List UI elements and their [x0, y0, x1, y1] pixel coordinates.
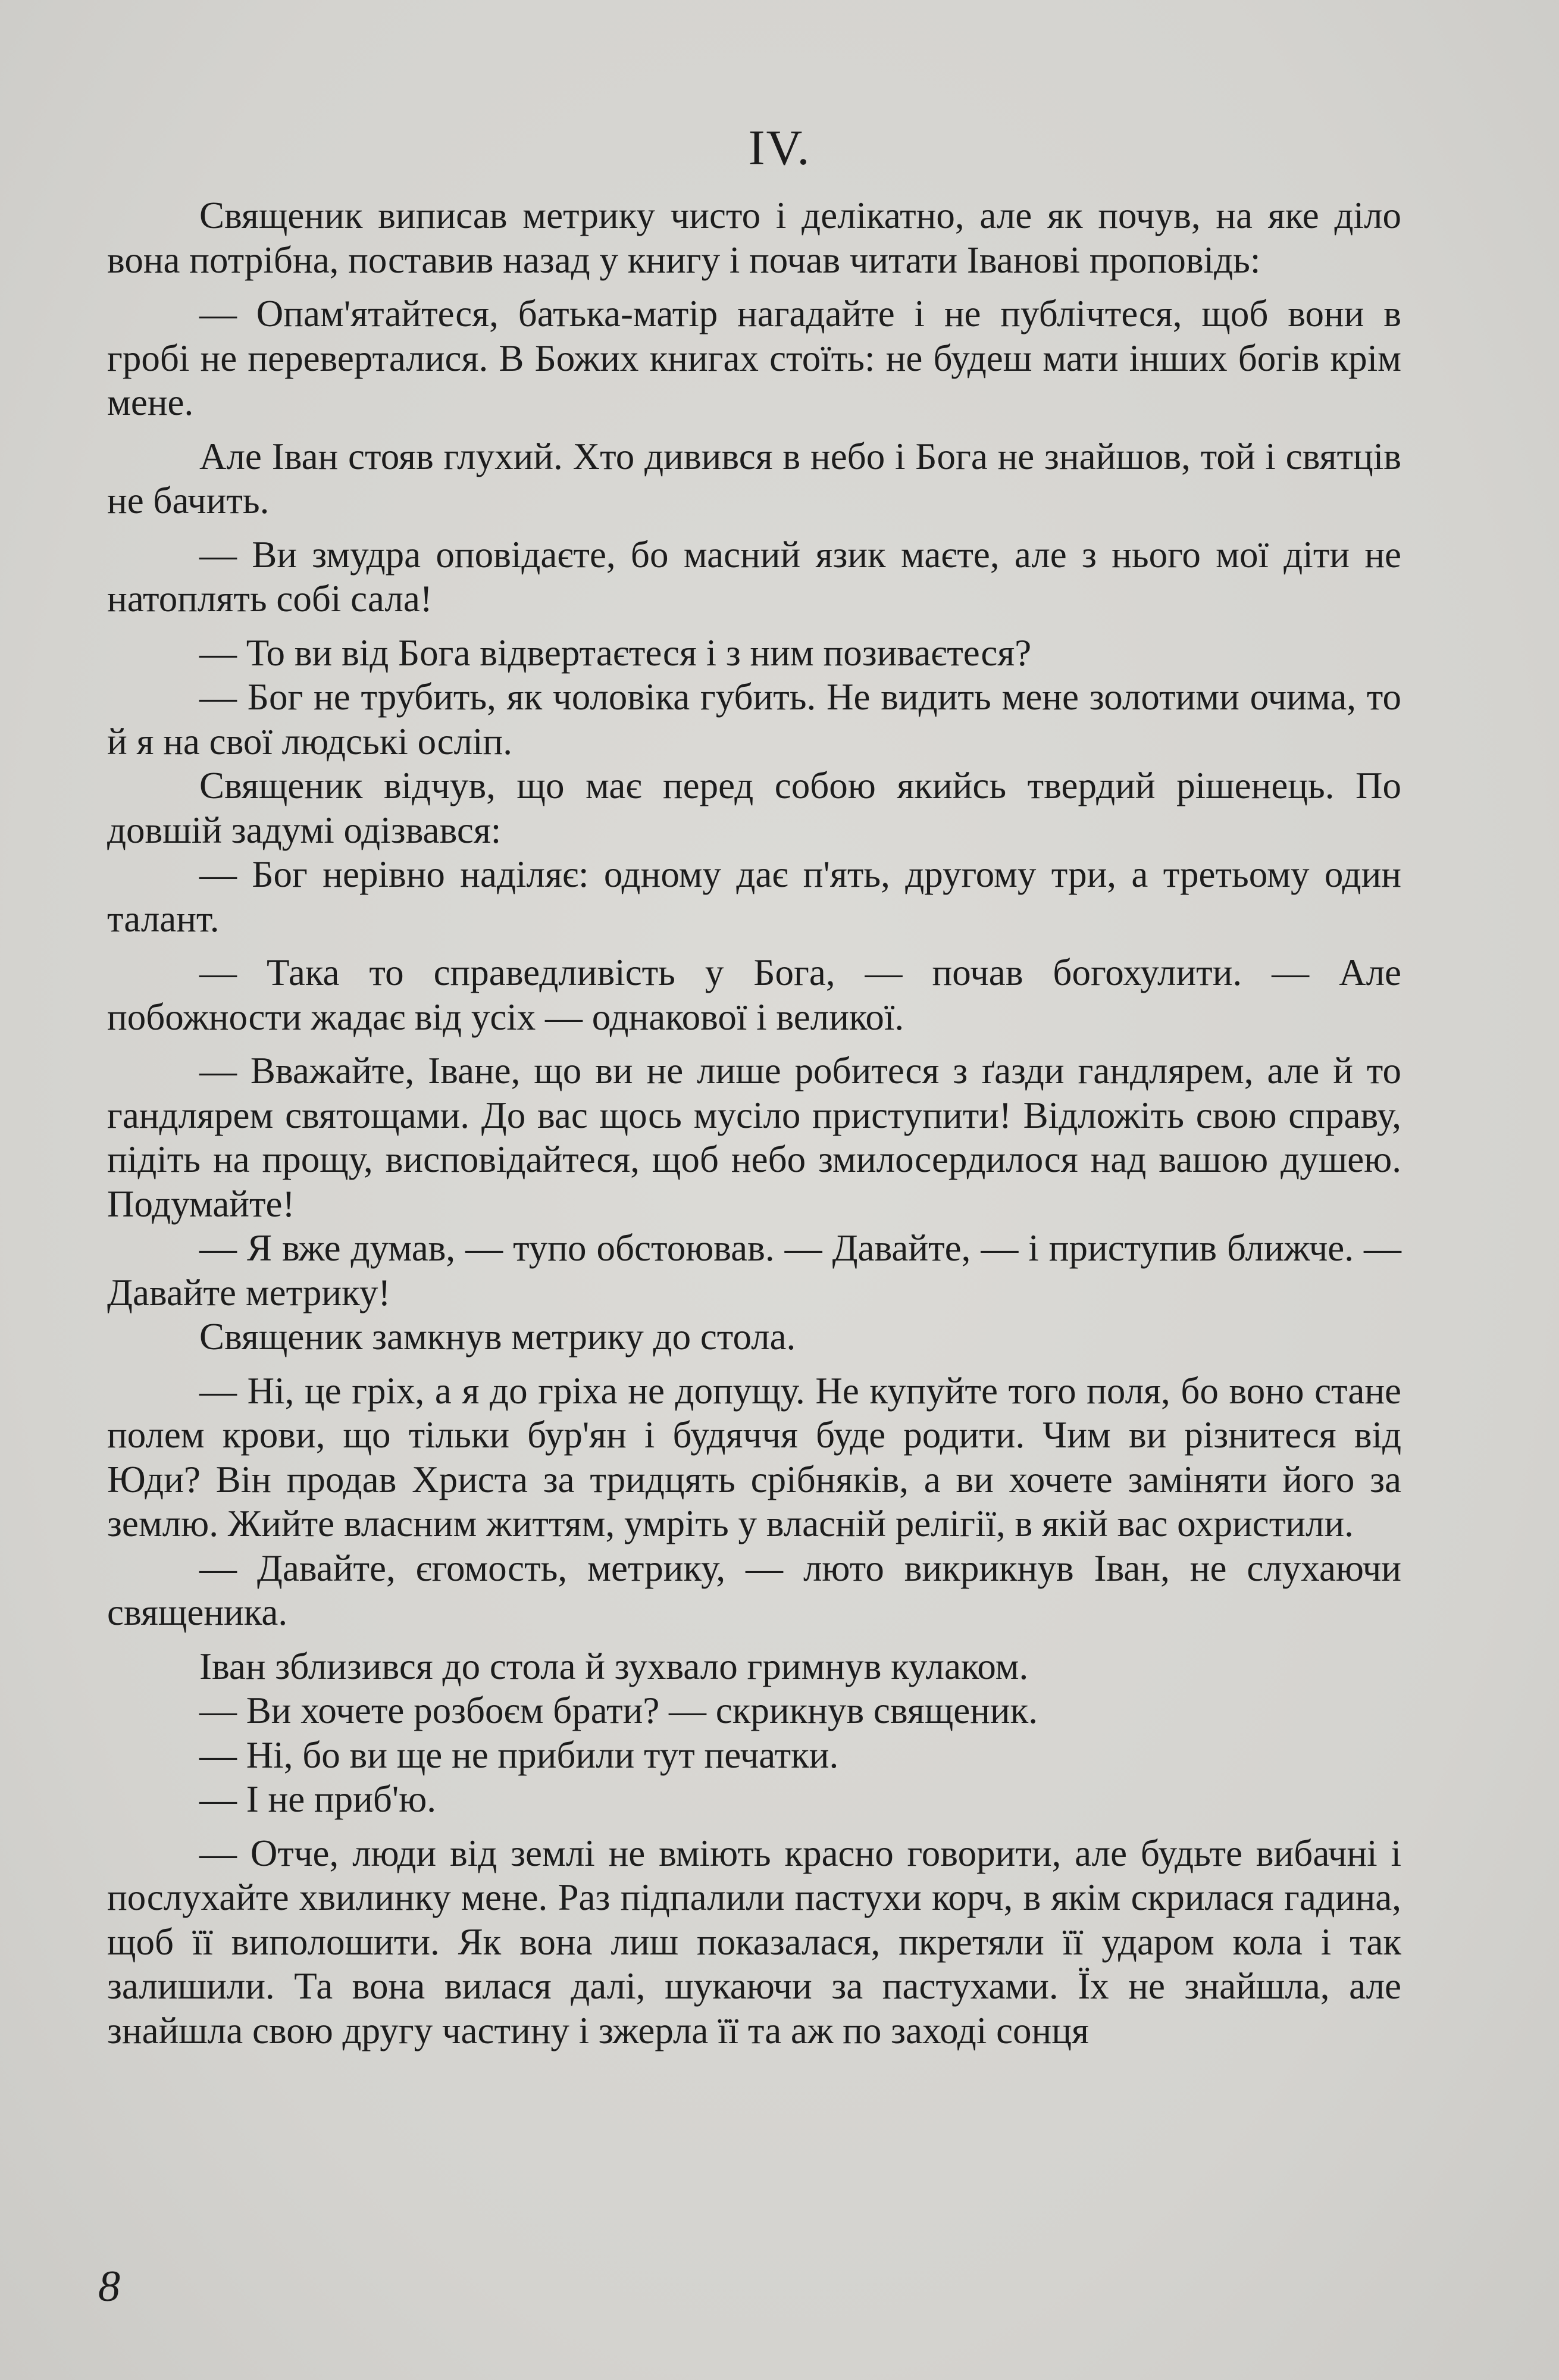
paragraph: — Ні, це гріх, а я до гріха не допущу. Не купуйте того поля, бо воно стане полем крови, що тільки бур'ян і будяччя буде родити. Чим ви різнитеся від Юди? Він продав Христа за тридцять срібняків, а ви хочете заміняти його за землю. Жийте власним життям, умріть у власній релігії, в якій вас охристили.	[107, 1369, 1401, 1544]
body-text	[107, 193, 1401, 2053]
paragraph: — І не приб'ю.	[199, 1778, 437, 1820]
paragraph: — Ви хочете розбоєм брати? — скрикнув священик.	[199, 1690, 1038, 1731]
paragraph: — Бог не трубить, як чоловіка губить. Не видить мене золотими очима, то й я на свої людські осліп.	[107, 676, 1401, 762]
paragraph: — Отче, люди від землі не вміють красно говорити, але будьте вибачні і послухайте хвилинку мене. Раз підпалили пастухи корч, в якім скрилася гадина, щоб її виполошити. Як вона лиш показалася, пкретяли її ударом кола і так залишили. Та вона вилася далі, шукаючи за пастухами. Їх не знайшла, але знайшла свою другу частину і зжерла її та аж по заході сонця	[107, 1832, 1401, 2051]
paragraph: Але Іван стояв глухий. Хто дивився в небо і Бога не знайшов, той і святців не бачить.	[107, 435, 1401, 521]
paragraph: — Опам'ятайтеся, батька-матір нагадайте і не публічтеся, щоб вони в гробі не переверталися. В Божих книгах стоїть: не будеш мати інших богів крім мене.	[107, 293, 1401, 423]
chapter-heading: IV.	[748, 120, 811, 176]
paragraph: — То ви від Бога відвертаєтеся і з ним позиваєтеся?	[199, 631, 1032, 674]
paragraph: — Ви змудра оповідаєте, бо масний язик маєте, але з нього мої діти не натоплять собі сала!	[107, 533, 1401, 620]
paragraph: — Така то справедливість у Бога, — почав богохулити. — Але побожности жадає від усіх — однакової і великої.	[107, 952, 1401, 1038]
paragraph: — Бог нерівно наділяє: одному дає п'ять, другому три, а третьому один талант.	[107, 853, 1401, 940]
paragraph: — Вважайте, Іване, що ви не лише робитеся з ґазди гандлярем, але й то гандлярем святощами. До вас щось мусіло приступити! Відложіть свою справу, підіть на прощу, висповідайтеся, щоб небо змилосердилося над вашою душею. Подумайте!	[107, 1050, 1401, 1225]
paragraph: Іван зблизився до стола й зухвало гримнув кулаком.	[199, 1645, 1029, 1687]
paragraph: Священик виписав метрику чисто і делікатно, але як почув, на яке діло вона потрібна, поставив назад у книгу і почав читати Іванові проповідь:	[107, 195, 1401, 281]
paragraph: — Давайте, єгомость, метрику, — люто викрикнув Іван, не слухаючи священика.	[107, 1547, 1401, 1633]
paragraph: Священик відчув, що має перед собою якийсь твердий рішенець. По довшій задумі одізвався:	[107, 765, 1401, 851]
paragraph: Священик замкнув метрику до стола.	[199, 1316, 796, 1358]
paragraph: — Я вже думав, — тупо обстоював. — Давайте, — і приступив ближче. — Давайте метрику!	[107, 1227, 1401, 1313]
page-number: 8	[98, 2262, 120, 2311]
paragraph: — Ні, бо ви ще не прибили тут печатки.	[199, 1734, 839, 1776]
